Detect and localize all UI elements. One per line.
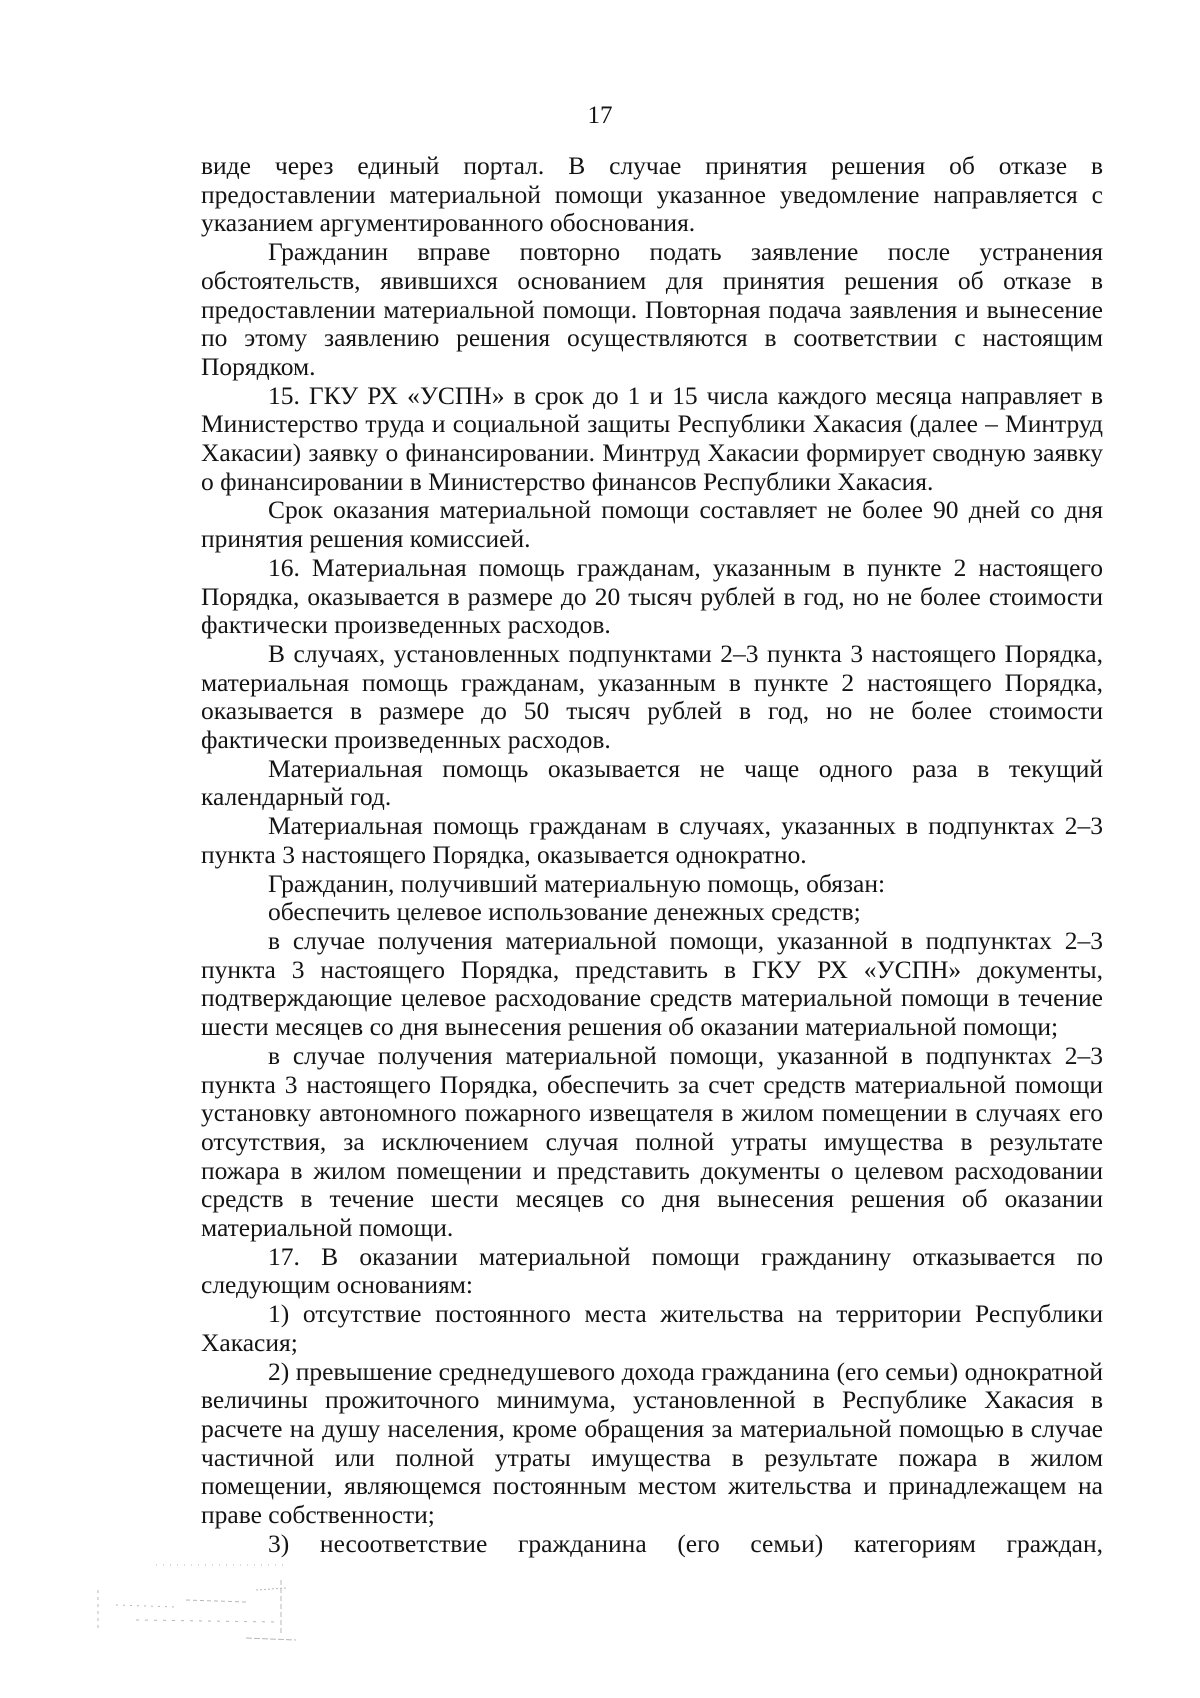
paragraph-p10: обеспечить целевое использование денежных средств; <box>268 897 861 927</box>
paragraph-p3: 15. ГКУ РХ «УСПН» в срок до 1 и 15 числа каждого месяца направляет в Министерство труда и социальной защиты Республики Хакасия (далее – Минтруд Хакасии) заявку о финансировании. Минтруд Хакасии формирует сводную заявку о финансировании в Министерство финансов Республики Хакасия. <box>201 380 1103 496</box>
page-number: 17 <box>587 102 613 129</box>
paragraph-p15: 2) превышение среднедушевого дохода гражданина (его семьи) однократной величины прожиточного минимума, установленной в Республике Хакасия в расчете на душу населения, кроме обращения за материальной помощью в случае частичной или полной утраты имущества в результате пожара в жилом помещении, являющемся постоянным местом жительства и принадлежащем на праве собственности; <box>201 1356 1103 1530</box>
paragraph-p7: Материальная помощь оказывается не чаще одного раза в текущий календарный год. <box>201 753 1103 812</box>
scan-artifact <box>96 1560 316 1645</box>
paragraph-p11: в случае получения материальной помощи, указанной в подпунктах 2–3 пункта 3 настоящего Порядка, представить в ГКУ РХ «УСПН» документы, подтверждающие целевое расходование средств материальной помощи в течение шести месяцев со дня вынесения решения об оказании материальной помощи; <box>201 925 1103 1042</box>
paragraph-p9: Гражданин, получивший материальную помощь, обязан: <box>268 868 886 898</box>
paragraph-p14: 1) отсутствие постоянного места жительства на территории Республики Хакасия; <box>201 1299 1103 1357</box>
paragraph-p12: в случае получения материальной помощи, указанной в подпунктах 2–3 пункта 3 настоящего Порядка, обеспечить за счет средств материальной помощи установку автономного пожарного извещателя в жилом помещении в случаях его отсутствия, за исключением случая полной утраты имущества в результате пожара в жилом помещении и представить документы о целевом расходовании средств в течение шести месяцев со дня вынесения решения об оказании материальной помощи. <box>201 1040 1103 1243</box>
paragraph-p13: 17. В оказании материальной помощи гражданину отказывается по следующим основаниям: <box>201 1241 1103 1300</box>
paragraph-p6: В случаях, установленных подпунктами 2–3 пункта 3 настоящего Порядка, материальная помощь гражданам, указанным в пункте 2 настоящего Порядка, оказывается в размере до 50 тысяч рублей в год, но не более стоимости фактически произведенных расходов. <box>201 638 1103 755</box>
paragraph-p8: Материальная помощь гражданам в случаях, указанных в подпунктах 2–3 пункта 3 настоящего Порядка, оказывается однократно. <box>201 811 1103 869</box>
scan-artifact-graphic <box>96 1560 316 1645</box>
paragraph-p2: Гражданин вправе повторно подать заявление после устранения обстоятельств, явившихся основанием для принятия решения об отказе в предоставлении материальной помощи. Повторная подача заявления и вынесение по этому заявлению решения осуществляются в соответствии с настоящим Порядком. <box>201 237 1103 381</box>
paragraph-p16: 3) несоответствие гражданина (его семьи) категориям граждан, <box>268 1528 1103 1558</box>
paragraph-p5: 16. Материальная помощь гражданам, указанным в пункте 2 настоящего Порядка, оказывается в размере до 20 тысяч рублей в год, но не более стоимости фактически произведенных расходов. <box>201 552 1103 640</box>
paragraph-p1: виде через единый портал. В случае принятия решения об отказе в предоставлении материальной помощи указанное уведомление направляется с указанием аргументированного обоснования. <box>201 151 1103 238</box>
document-body <box>201 152 1103 1558</box>
paragraph-p4: Срок оказания материальной помощи составляет не более 90 дней со дня принятия решения комиссией. <box>201 495 1103 554</box>
